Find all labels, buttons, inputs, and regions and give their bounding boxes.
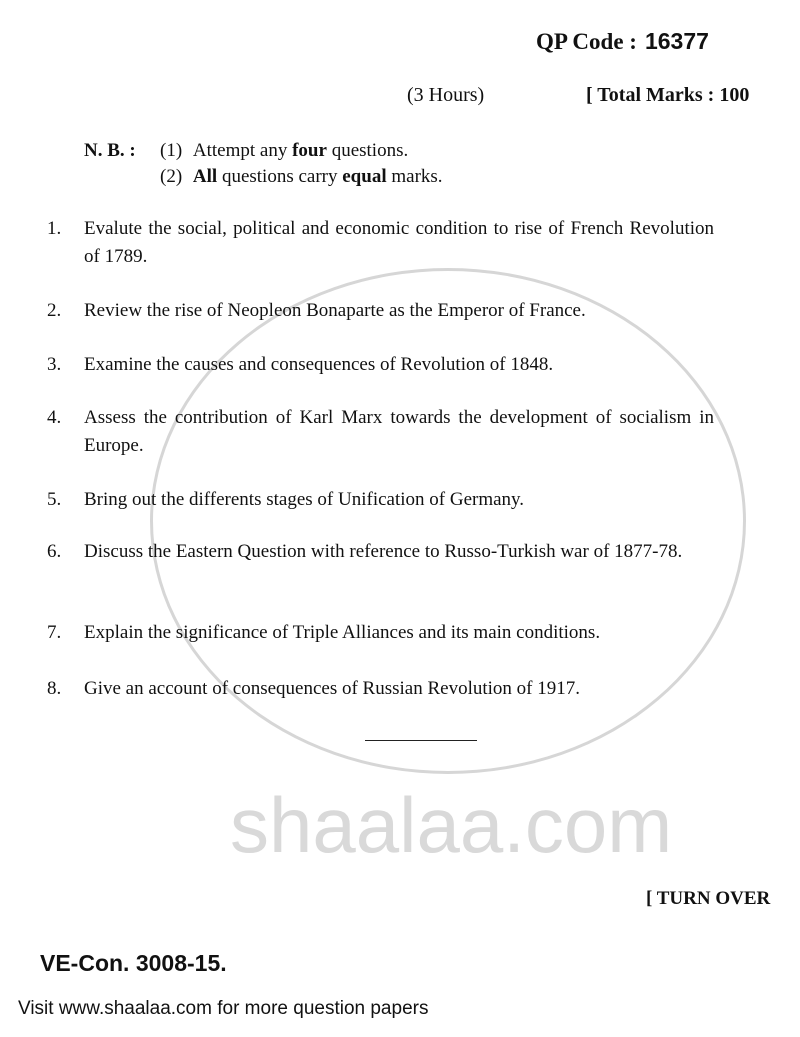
note-text: questions carry: [217, 166, 343, 187]
note-number: (2): [160, 166, 183, 187]
notes-label: N. B. :: [84, 140, 136, 161]
note-number: (1): [160, 140, 183, 161]
note-1: [160, 140, 408, 162]
question-text: Evalute the social, political and economic condition to rise of French Revolution of 1789.: [84, 218, 714, 267]
duration: (3 Hours): [407, 84, 485, 106]
question-text: Examine the causes and consequences of Revolution of 1848.: [84, 354, 554, 375]
qp-code-value: 16377: [644, 28, 709, 54]
qp-code-label: QP Code :: [536, 29, 637, 54]
question-number: 8.: [47, 678, 62, 699]
note-text: questions.: [326, 140, 409, 161]
visit-note: Visit www.shaalaa.com for more question papers: [18, 998, 429, 1019]
note-bold: equal: [342, 166, 387, 187]
question-number: 1.: [47, 218, 62, 239]
question-text: Give an account of consequences of Russian Revolution of 1917.: [84, 678, 580, 699]
question-text: Assess the contribution of Karl Marx towards the development of socialism in Europe.: [84, 407, 714, 456]
question-number: 6.: [47, 541, 62, 562]
question-text: Discuss the Eastern Question with reference to Russo-Turkish war of 1877-78.: [84, 541, 683, 562]
question-number: 5.: [47, 489, 62, 510]
note-text: marks.: [386, 166, 443, 187]
question-text: Explain the significance of Triple Alliances and its main conditions.: [84, 622, 601, 643]
paper-code: VE-Con. 3008-15.: [40, 950, 227, 976]
question-number: 2.: [47, 300, 62, 321]
turn-over: [ TURN OVER: [646, 888, 771, 909]
question-text: Review the rise of Neopleon Bonaparte as the Emperor of France.: [84, 300, 586, 321]
note-bold: All: [192, 166, 218, 187]
note-bold: four: [292, 140, 327, 161]
total-marks: [ Total Marks : 100: [586, 84, 750, 106]
note-text: Attempt any: [192, 140, 293, 161]
end-rule: [365, 740, 477, 741]
question-number: 4.: [47, 407, 62, 428]
note-2: [160, 166, 443, 188]
qp-code: [536, 28, 709, 55]
watermark-text: shaalaa.com: [230, 781, 673, 869]
question-number: 7.: [47, 622, 62, 643]
question-text: Bring out the differents stages of Unification of Germany.: [84, 489, 525, 510]
question-number: 3.: [47, 354, 62, 375]
